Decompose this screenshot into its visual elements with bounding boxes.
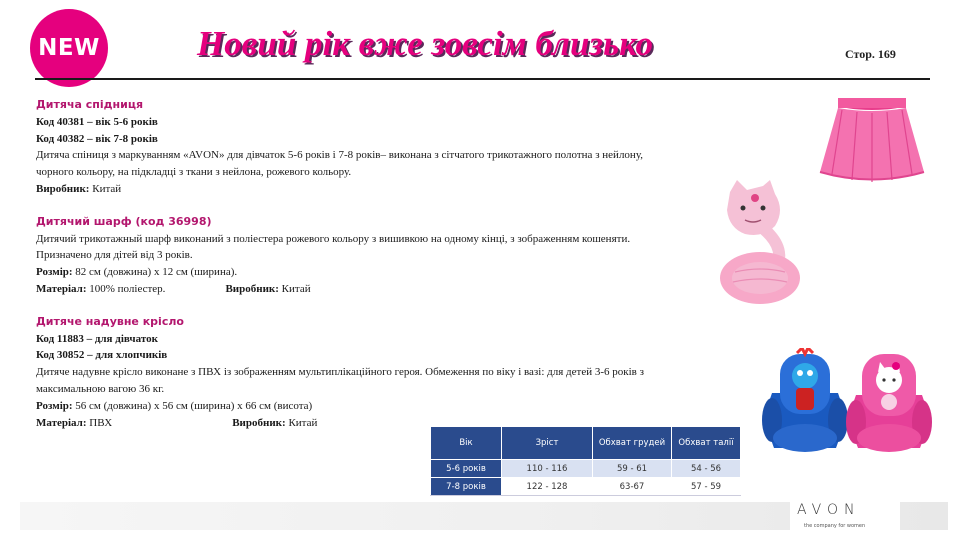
material-value: ПВХ: [89, 416, 113, 429]
chair-size: [36, 398, 676, 415]
girl-chair-image: [846, 350, 932, 458]
col-waist: Обхват талії: [672, 427, 741, 460]
new-badge: NEW: [30, 9, 108, 87]
table-cell: 59 - 61: [593, 460, 672, 478]
manufacturer-label: Виробник:: [232, 416, 286, 429]
table-cell: 122 - 128: [502, 478, 593, 496]
avon-wordmark: AVON: [797, 502, 861, 518]
table-cell: 5-6 років: [431, 460, 502, 478]
scarf-heading: Дитячий шарф (код 36998): [36, 214, 212, 228]
chair-description: Дитяче надувне крісло виконане з ПВХ із зображенням мультиплікаційного героя. Обмеження по віку і вазі: для детей 3-6 років з максимальною вагою 36 кг.: [36, 366, 644, 395]
size-value: 56 см (довжина) х 56 см (ширина) х 66 см (висота): [75, 399, 313, 412]
skirt-code-1: Код 40381 – вік 5-6 років: [36, 115, 158, 128]
size-table: [430, 426, 741, 496]
table-row: [431, 460, 741, 478]
chair-code-1: Код 11883 – для дівчаток: [36, 332, 158, 345]
material-label: Матеріал:: [36, 282, 87, 295]
size-value: 82 см (довжина) х 12 см (ширина).: [75, 266, 238, 279]
boy-chair-image: [762, 348, 848, 458]
skirt-image: [812, 92, 932, 187]
skirt-manufacturer: [36, 181, 676, 198]
product-descriptions: [36, 97, 676, 431]
header-divider: [35, 78, 930, 80]
col-age: Вік: [431, 427, 502, 460]
table-cell: 54 - 56: [672, 460, 741, 478]
scarf-size: [36, 264, 676, 281]
col-chest: Обхват грудей: [593, 427, 672, 460]
material-value: 100% поліестер.: [89, 282, 166, 295]
skirt-heading: Дитяча спідниця: [36, 98, 144, 111]
manufacturer-label: Виробник:: [36, 182, 90, 195]
scarf-description: Дитячий трикотажный шарф виконаний з поліестера рожевого кольору з вишивкою на одному кінці, з зображенням кошеняти. Призначено для дітей від 3 років.: [36, 232, 631, 262]
page-title: Новий рік вже зовсім близько: [197, 24, 653, 63]
manufacturer-value: Китай: [92, 182, 122, 195]
size-label: Розмір:: [36, 266, 73, 279]
chair-code-2: Код 30852 – для хлопчиків: [36, 349, 168, 362]
scarf-material: [36, 281, 676, 298]
material-label: Матеріал:: [36, 416, 87, 429]
chair-heading: Дитяче надувне крісло: [36, 314, 184, 328]
table-cell: 110 - 116: [502, 460, 593, 478]
avon-logo: [790, 498, 900, 532]
skirt-description: Дитяча спіниця з маркуванням «AVON» для дівчаток 5-6 років і 7-8 років– виконана з сітчатого трикотажного полотна з нейлону, чорного кольору, на підкладці з ткани з нейлона, рожевого кольору.: [36, 149, 643, 179]
table-row: [431, 478, 741, 496]
table-cell: 57 - 59: [672, 478, 741, 496]
col-height: Зріст: [502, 427, 593, 460]
size-label: Розмір:: [36, 399, 73, 412]
manufacturer-value: Китай: [281, 282, 311, 295]
manufacturer-label: Виробник:: [225, 282, 279, 295]
scarf-image: [715, 180, 805, 308]
skirt-code-2: Код 40382 – вік 7-8 років: [36, 132, 158, 145]
page-reference: Стор. 169: [845, 47, 896, 61]
table-cell: 63-67: [593, 478, 672, 496]
manufacturer-value: Китай: [288, 416, 318, 429]
avon-tagline: the company for women: [804, 523, 866, 529]
table-cell: 7-8 років: [431, 478, 502, 496]
size-table-header: [431, 427, 741, 460]
